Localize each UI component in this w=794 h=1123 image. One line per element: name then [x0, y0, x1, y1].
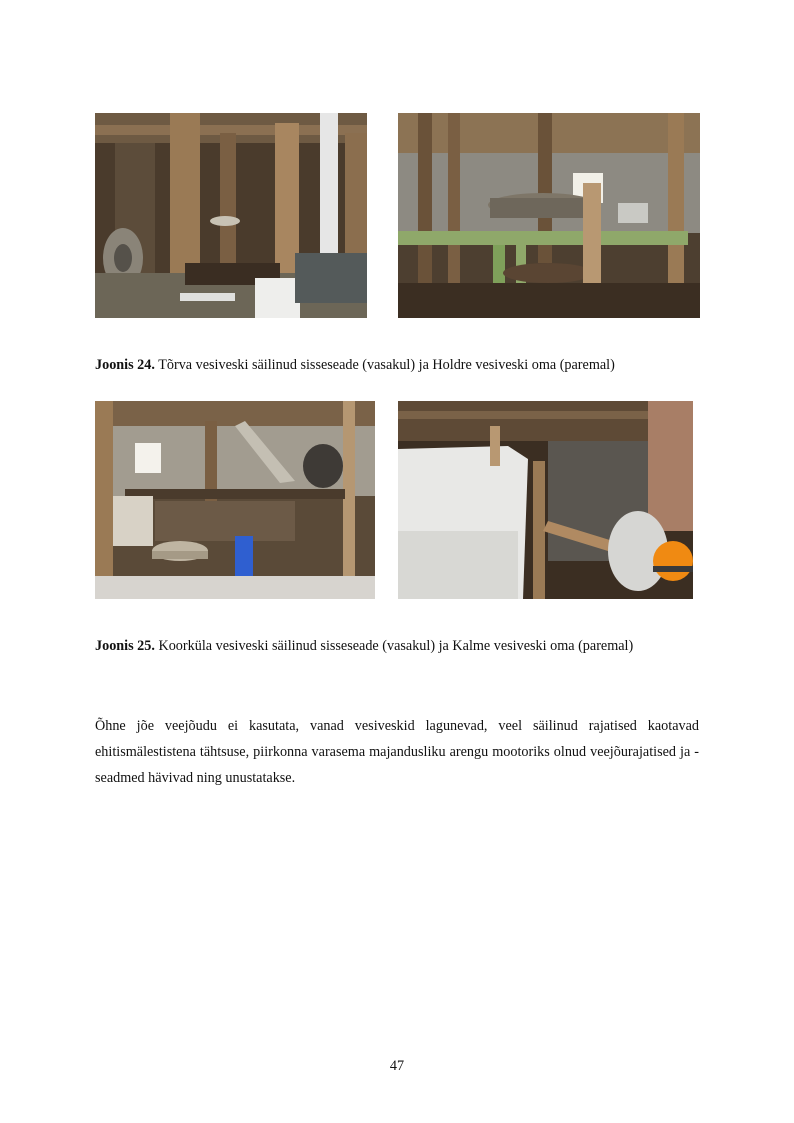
photo-holdre-mill-interior [398, 113, 700, 318]
body-paragraph: Õhne jõe veejõudu ei kasutata, vanad vesiveskid lagunevad, veel säilinud rajatised kaotavad ehitismälestistena tähtsuse, piirkonna varasema majandusliku arengu mootoriks olnud veejõurajatised ja -seadmed hävivad ning unustatakse. [95, 718, 699, 786]
photo-torva-mill-interior [95, 113, 367, 318]
figure-24-caption [95, 352, 699, 378]
figure-25-text: Koorküla vesiveski säilinud sisseseade (vasakul) ja Kalme vesiveski oma (paremal) [154, 638, 634, 654]
photo-kalme-mill-interior [398, 401, 693, 599]
figure-25-label: Joonis 25. [95, 638, 155, 654]
figure-24-text: Tõrva vesiveski säilinud sisseseade (vasakul) ja Holdre vesiveski oma (paremal) [154, 357, 615, 373]
figure-25-caption [95, 633, 699, 659]
photo-koorkula-mill-interior [95, 401, 375, 599]
figure-24-label: Joonis 24. [95, 357, 155, 373]
page-number: 47 [389, 1058, 405, 1074]
